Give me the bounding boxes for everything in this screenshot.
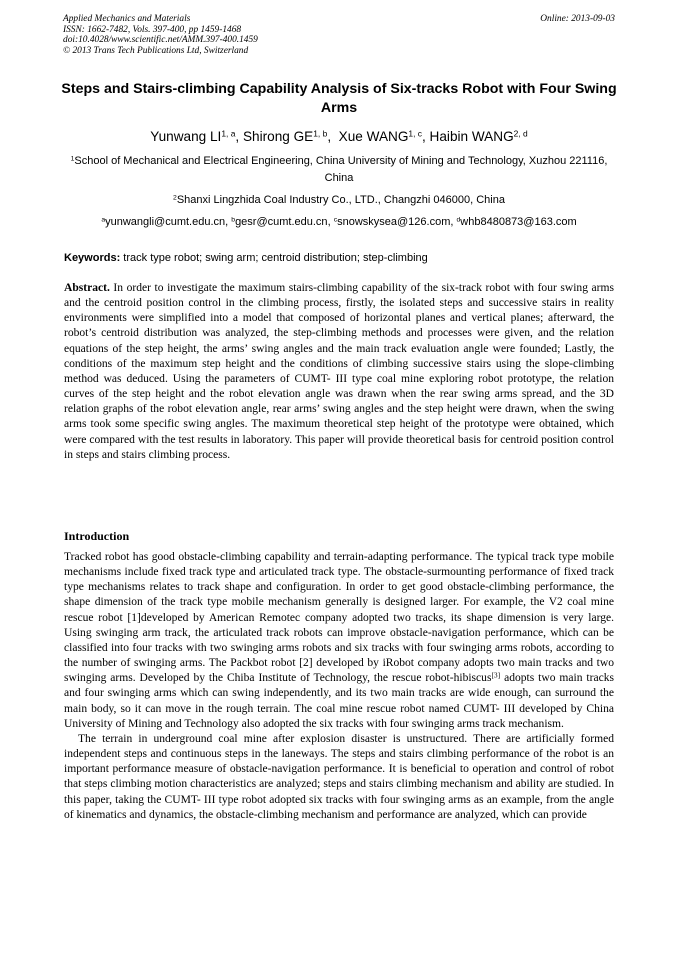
paper-title: Steps and Stairs-climbing Capability Analysis of Six-tracks Robot with Four Swing Arms <box>61 81 617 116</box>
intro-paragraph-1 <box>64 550 614 732</box>
email-list <box>60 214 618 231</box>
author-affiliation-mark: 1, b <box>313 128 328 139</box>
keywords <box>64 250 614 266</box>
journal-name: Applied Mechanics and Materials <box>63 14 191 24</box>
copyright-line: © 2013 Trans Tech Publications Ltd, Switzerland <box>63 45 249 56</box>
intro-paragraph-1-text-b: adopts two main tracks and four swinging arms which can swing independently, and its two main tracks are wide enough, can surround the main body, so it can move in the rough terrain. The coal mine rescue robot named CUMT- III developed by China University of Mining and Technology also adopted the six tracks with four swinging arms track mechanism. <box>64 672 614 730</box>
author-affiliation-mark: 2, d <box>513 128 528 139</box>
author-list <box>60 128 618 146</box>
abstract <box>64 281 614 463</box>
author-name: Yunwang LI <box>150 129 222 144</box>
affiliation-text: Shanxi Lingzhida Coal Industry Co., LTD., Changzhi 046000, China <box>176 194 505 206</box>
abstract-label: Abstract. <box>64 282 110 294</box>
affiliation-number: 1 <box>70 155 75 163</box>
email-mark: c <box>333 216 338 224</box>
online-date: Online: 2013-09-03 <box>540 14 615 24</box>
email-address[interactable]: whb8480873@163.com <box>460 216 577 228</box>
email-separator: , <box>225 216 232 228</box>
introduction-body <box>64 550 614 823</box>
affiliation-1 <box>60 153 618 187</box>
author-separator: , <box>421 129 430 144</box>
email-mark: a <box>101 216 106 224</box>
email-address[interactable]: yunwangli@cumt.edu.cn <box>105 216 226 228</box>
introduction-heading: Introduction <box>64 529 130 543</box>
email-separator: , <box>327 216 334 228</box>
author-affiliation-mark: 1, c <box>408 128 422 139</box>
affiliation-number: 2 <box>173 194 177 202</box>
citation-ref[interactable]: [3] <box>491 670 501 680</box>
email-mark: d <box>456 216 461 224</box>
abstract-text: In order to investigate the maximum stairs-climbing capability of the six-track robot with four swing arms and the centroid position control in the climbing process, firstly, the isolated steps and successive stairs in reality environments were simplified into a model that composed of horizontal planes and vertical planes; afterward, the robot’s centroid distribution was analyzed, the step-climbing methods and processes were given, and the relation equations of the step height, the arms’ swing angles and the main track evaluation angle were founded; Lastly, the conditions of the maximum step height and the conditions of climbing successive stairs using the slope-climbing method was deduced. Using the parameters of CUMT- III type coal mine exploring robot prototype, the relation curves of the step height and the robot elevation angle was drawn when the rear swing arms spread, and the 3D relation graphs of the robot elevation angle, rear arms’ swing angles and the step height were drawn, when the swing arms took some specific swing angles. The maximum theoretical step height of the prototype were obtained, which were compared with the test results in laboratory. This paper will provide theoretical basis for centroid position control in steps and stairs climbing process. <box>64 282 614 461</box>
email-separator: , <box>450 216 457 228</box>
doi-line[interactable]: doi:10.4028/www.scientific.net/AMM.397-400.1459 <box>63 35 258 46</box>
affiliation-2 <box>60 192 618 209</box>
issn-line: ISSN: 1662-7482, Vols. 397-400, pp 1459-1468 <box>63 24 242 35</box>
affiliation-text: School of Mechanical and Electrical Engineering, China University of Mining and Technology, Xuzhou 221116, China <box>74 155 608 184</box>
keywords-label: Keywords: <box>64 252 121 264</box>
keywords-text: track type robot; swing arm; centroid distribution; step-climbing <box>120 252 428 264</box>
intro-paragraph-1-text-a: Tracked robot has good obstacle-climbing capability and terrain-adapting performance. The typical track type mobile mechanisms include fixed track type and articulated track type. The obstacle-surmounting performance of fixed track type mechanisms relates to track shape and configuration. In order to get good obstacle-climbing performance, the shape dimension of the track type mobile mechanism generally is designed larger. For example, the V2 coal mine rescue robot [1]developed by American Remotec company adopted two tracks, its shape dimension is very large. Using swinging arm track, the articulated track robots can improve obstacle-navigation performance, which can be classified into four tracks with two swinging arms robots and six tracks with four swinging arms robots, according to the number of swinging arms. The Packbot robot [2] developed by iRobot company adopts two main tracks and two swinging arms. Developed by the Chiba Institute of Technology, the rescue robot-hibiscus <box>64 551 614 685</box>
author-separator: , <box>327 129 339 144</box>
author-name: Haibin WANG <box>429 129 514 144</box>
journal-header <box>63 14 443 56</box>
author-separator: , <box>235 129 243 144</box>
email-address[interactable]: gesr@cumt.edu.cn <box>235 216 328 228</box>
email-mark: b <box>231 216 236 224</box>
author-name: Shirong GE <box>242 129 314 144</box>
email-address[interactable]: snowskysea@126.com <box>337 216 451 228</box>
author-affiliation-mark: 1, a <box>221 128 236 139</box>
author-name: Xue WANG <box>338 129 409 144</box>
intro-paragraph-2: The terrain in underground coal mine after explosion disaster is unstructured. There are artificially formed independent steps and continuous steps in the laneways. The steps and stairs climbing performance of the robot is an important performance measure of obstacle-navigation performance. It is beneficial to operation and control of robot that steps climbing motion characteristics are analyzed; steps and stairs climbing mechanism and ability are studied. In this paper, taking the CUMT- III type robot adopted six tracks with four swinging arms as an example, from the angle of kinematics and dynamics, the obstacle-climbing mechanism and performance are analyzed, which can provide <box>64 732 614 821</box>
